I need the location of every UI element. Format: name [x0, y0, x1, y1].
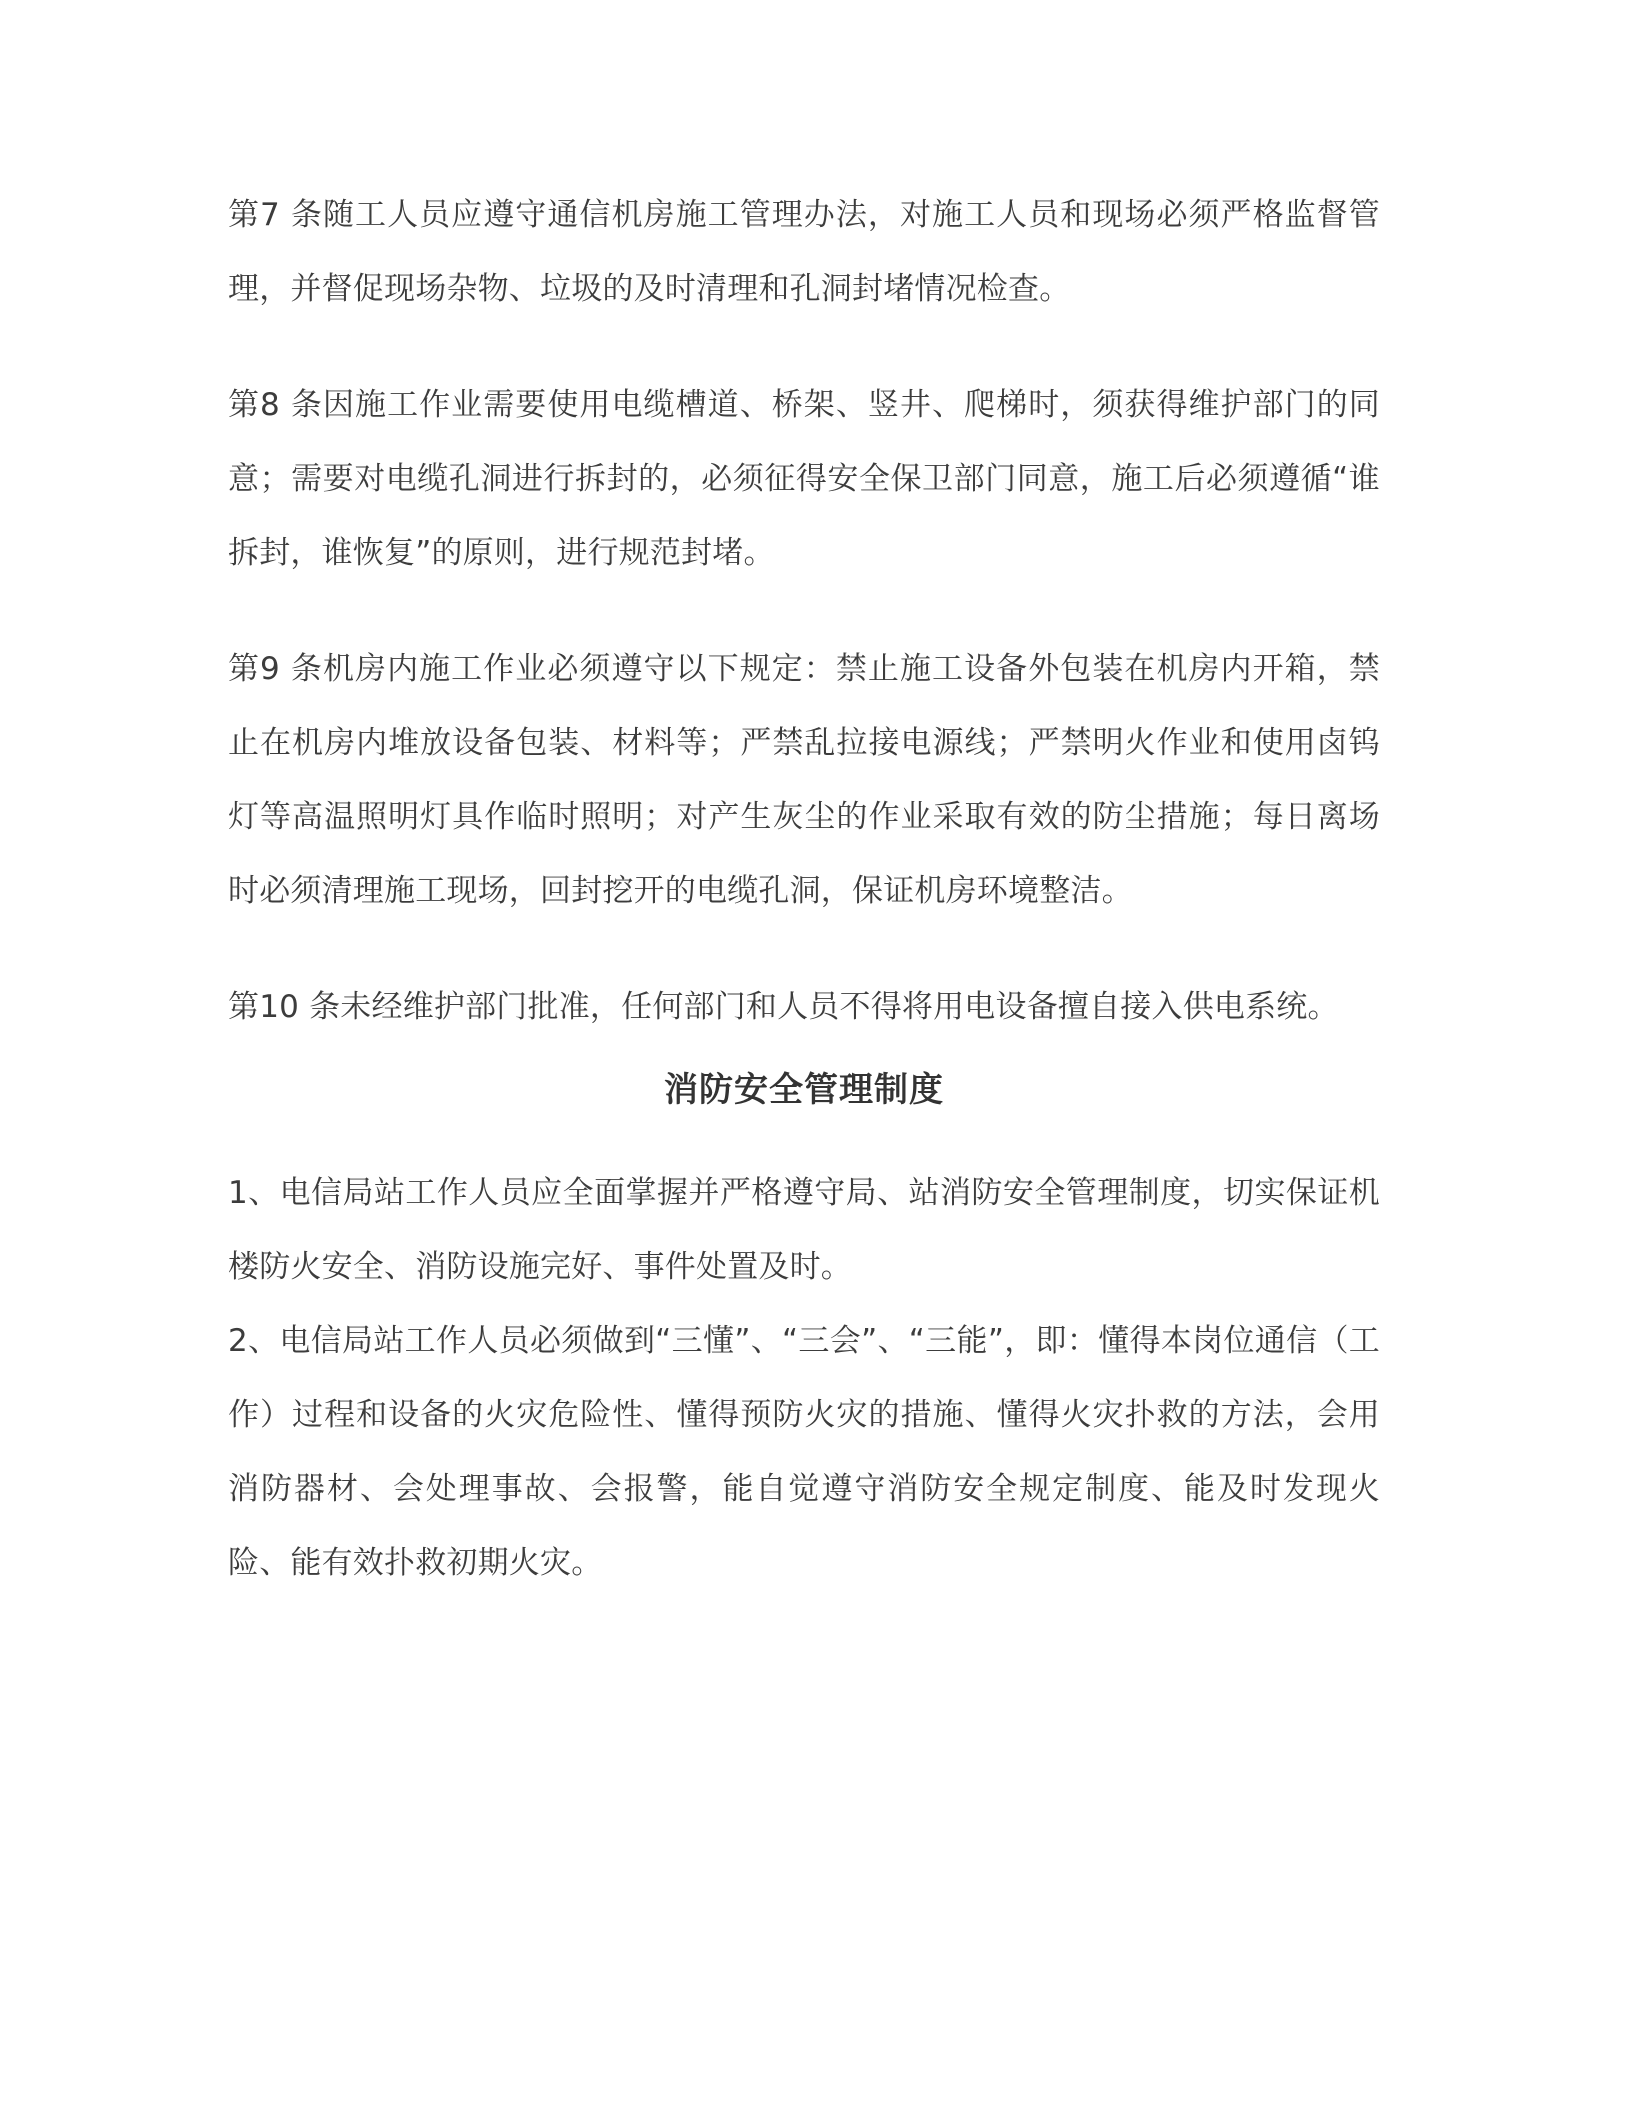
numbered-item-2: 2、电信局站工作人员必须做到“三懂”、“三会”、“三能”，即：懂得本岗位通信（工作）过程和设备的火灾危险性、懂得预防火灾的措施、懂得火灾扑救的方法，会用消防器材、会处理事故、会报警，能自觉遵守消防安全规定制度、能及时发现火险、能有效扑救初期火灾。 [228, 1323, 1380, 1581]
article-paragraph-10: 第10 条未经维护部门批准，任何部门和人员不得将用电设备擅自接入供电系统。 [228, 989, 1339, 1025]
section-heading-fire-safety: 消防安全管理制度 [664, 1070, 944, 1110]
numbered-item-1: 1、电信局站工作人员应全面掌握并严格遵守局、站消防安全管理制度，切实保证机楼防火安全、消防设施完好、事件处置及时。 [228, 1175, 1380, 1285]
article-paragraph-7: 第7 条随工人员应遵守通信机房施工管理办法，对施工人员和现场必须严格监督管理，并督促现场杂物、垃圾的及时清理和孔洞封堵情况检查。 [228, 197, 1380, 307]
article-paragraph-8: 第8 条因施工作业需要使用电缆槽道、桥架、竖井、爬梯时，须获得维护部门的同意；需要对电缆孔洞进行拆封的，必须征得安全保卫部门同意，施工后必须遵循“谁拆封，谁恢复”的原则，进行规范封堵。 [228, 387, 1380, 571]
article-paragraph-9: 第9 条机房内施工作业必须遵守以下规定：禁止施工设备外包装在机房内开箱，禁止在机房内堆放设备包装、材料等；严禁乱拉接电源线；严禁明火作业和使用卤钨灯等高温照明灯具作临时照明；对产生灰尘的作业采取有效的防尘措施；每日离场时必须清理施工现场，回封挖开的电缆孔洞，保证机房环境整洁。 [228, 651, 1380, 909]
document-content [228, 178, 1380, 1600]
